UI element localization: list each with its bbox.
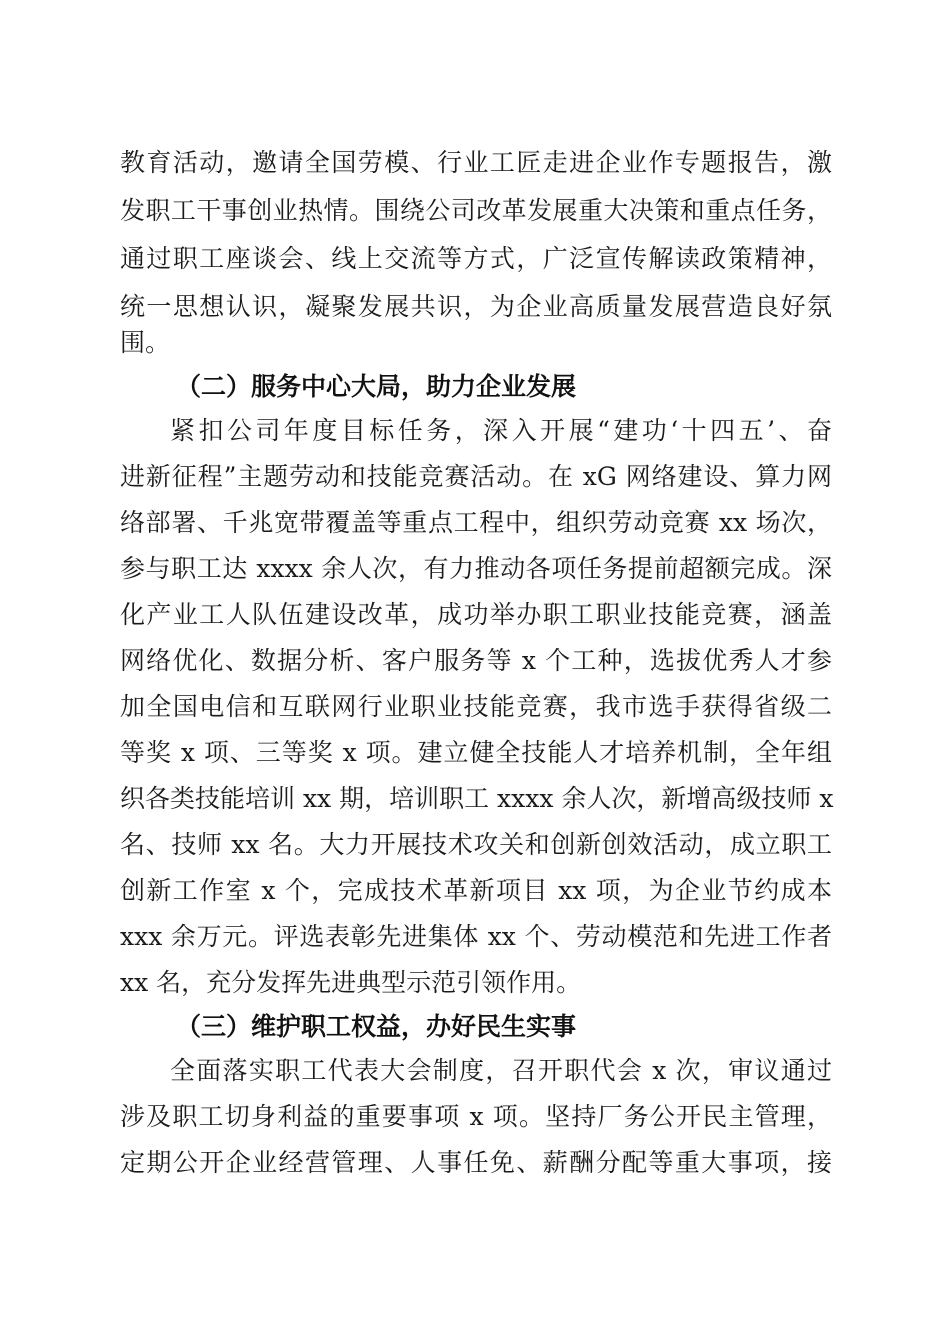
paragraph-line: xx 名，充分发挥先进典型示范引领作用。 xyxy=(120,968,582,997)
paragraph-line: 全面落实职工代表大会制度，召开职代会 x 次，审议通过 xyxy=(170,1056,832,1085)
paragraph-line: 通过职工座谈会、线上交流等方式，广泛宣传解读政策精神， xyxy=(120,244,832,273)
paragraph-line: 创新工作室 x 个，完成技术革新项目 xx 项，为企业节约成本 xyxy=(120,876,832,905)
paragraph-line: 涉及职工切身利益的重要事项 x 项。坚持厂务公开民主管理， xyxy=(120,1102,832,1131)
paragraph-line: 加全国电信和互联网行业职业技能竞赛，我市选手获得省级二 xyxy=(120,692,832,721)
paragraph-line: 统一思想认识，凝聚发展共识，为企业高质量发展营造良好氛 xyxy=(120,292,832,321)
paragraph-line: 围。 xyxy=(120,328,171,357)
paragraph-line: 教育活动，邀请全国劳模、行业工匠走进企业作专题报告，激 xyxy=(120,148,832,177)
paragraph-line: 等奖 x 项、三等奖 x 项。建立健全技能人才培养机制，全年组 xyxy=(120,738,832,767)
paragraph-line: 进新征程”主题劳动和技能竞赛活动。在 xG 网络建设、算力网 xyxy=(120,462,832,491)
section-heading-3: （三）维护职工权益，办好民生实事 xyxy=(176,1012,577,1041)
paragraph-line: 网络优化、数据分析、客户服务等 x 个工种，选拔优秀人才参 xyxy=(120,646,832,675)
paragraph-line: 名、技师 xx 名。大力开展技术攻关和创新创效活动，成立职工 xyxy=(120,830,832,859)
paragraph-line: 定期公开企业经营管理、人事任免、薪酬分配等重大事项，接 xyxy=(120,1148,832,1177)
paragraph-line: 织各类技能培训 xx 期，培训职工 xxxx 余人次，新增高级技师 x xyxy=(120,784,834,813)
section-heading-2: （二）服务中心大局，助力企业发展 xyxy=(176,372,577,401)
paragraph-line: 化产业工人队伍建设改革，成功举办职工职业技能竞赛，涵盖 xyxy=(120,600,832,629)
paragraph-line: 络部署、千兆宽带覆盖等重点工程中，组织劳动竞赛 xx 场次， xyxy=(120,508,832,537)
paragraph-line: 发职工干事创业热情。围绕公司改革发展重大决策和重点任务， xyxy=(120,196,832,225)
paragraph-line: 紧扣公司年度目标任务，深入开展“建功‘十四五’、奋 xyxy=(170,416,832,445)
paragraph-line: xxx 余万元。评选表彰先进集体 xx 个、劳动模范和先进工作者 xyxy=(120,922,832,951)
paragraph-line: 参与职工达 xxxx 余人次，有力推动各项任务提前超额完成。深 xyxy=(120,554,832,583)
